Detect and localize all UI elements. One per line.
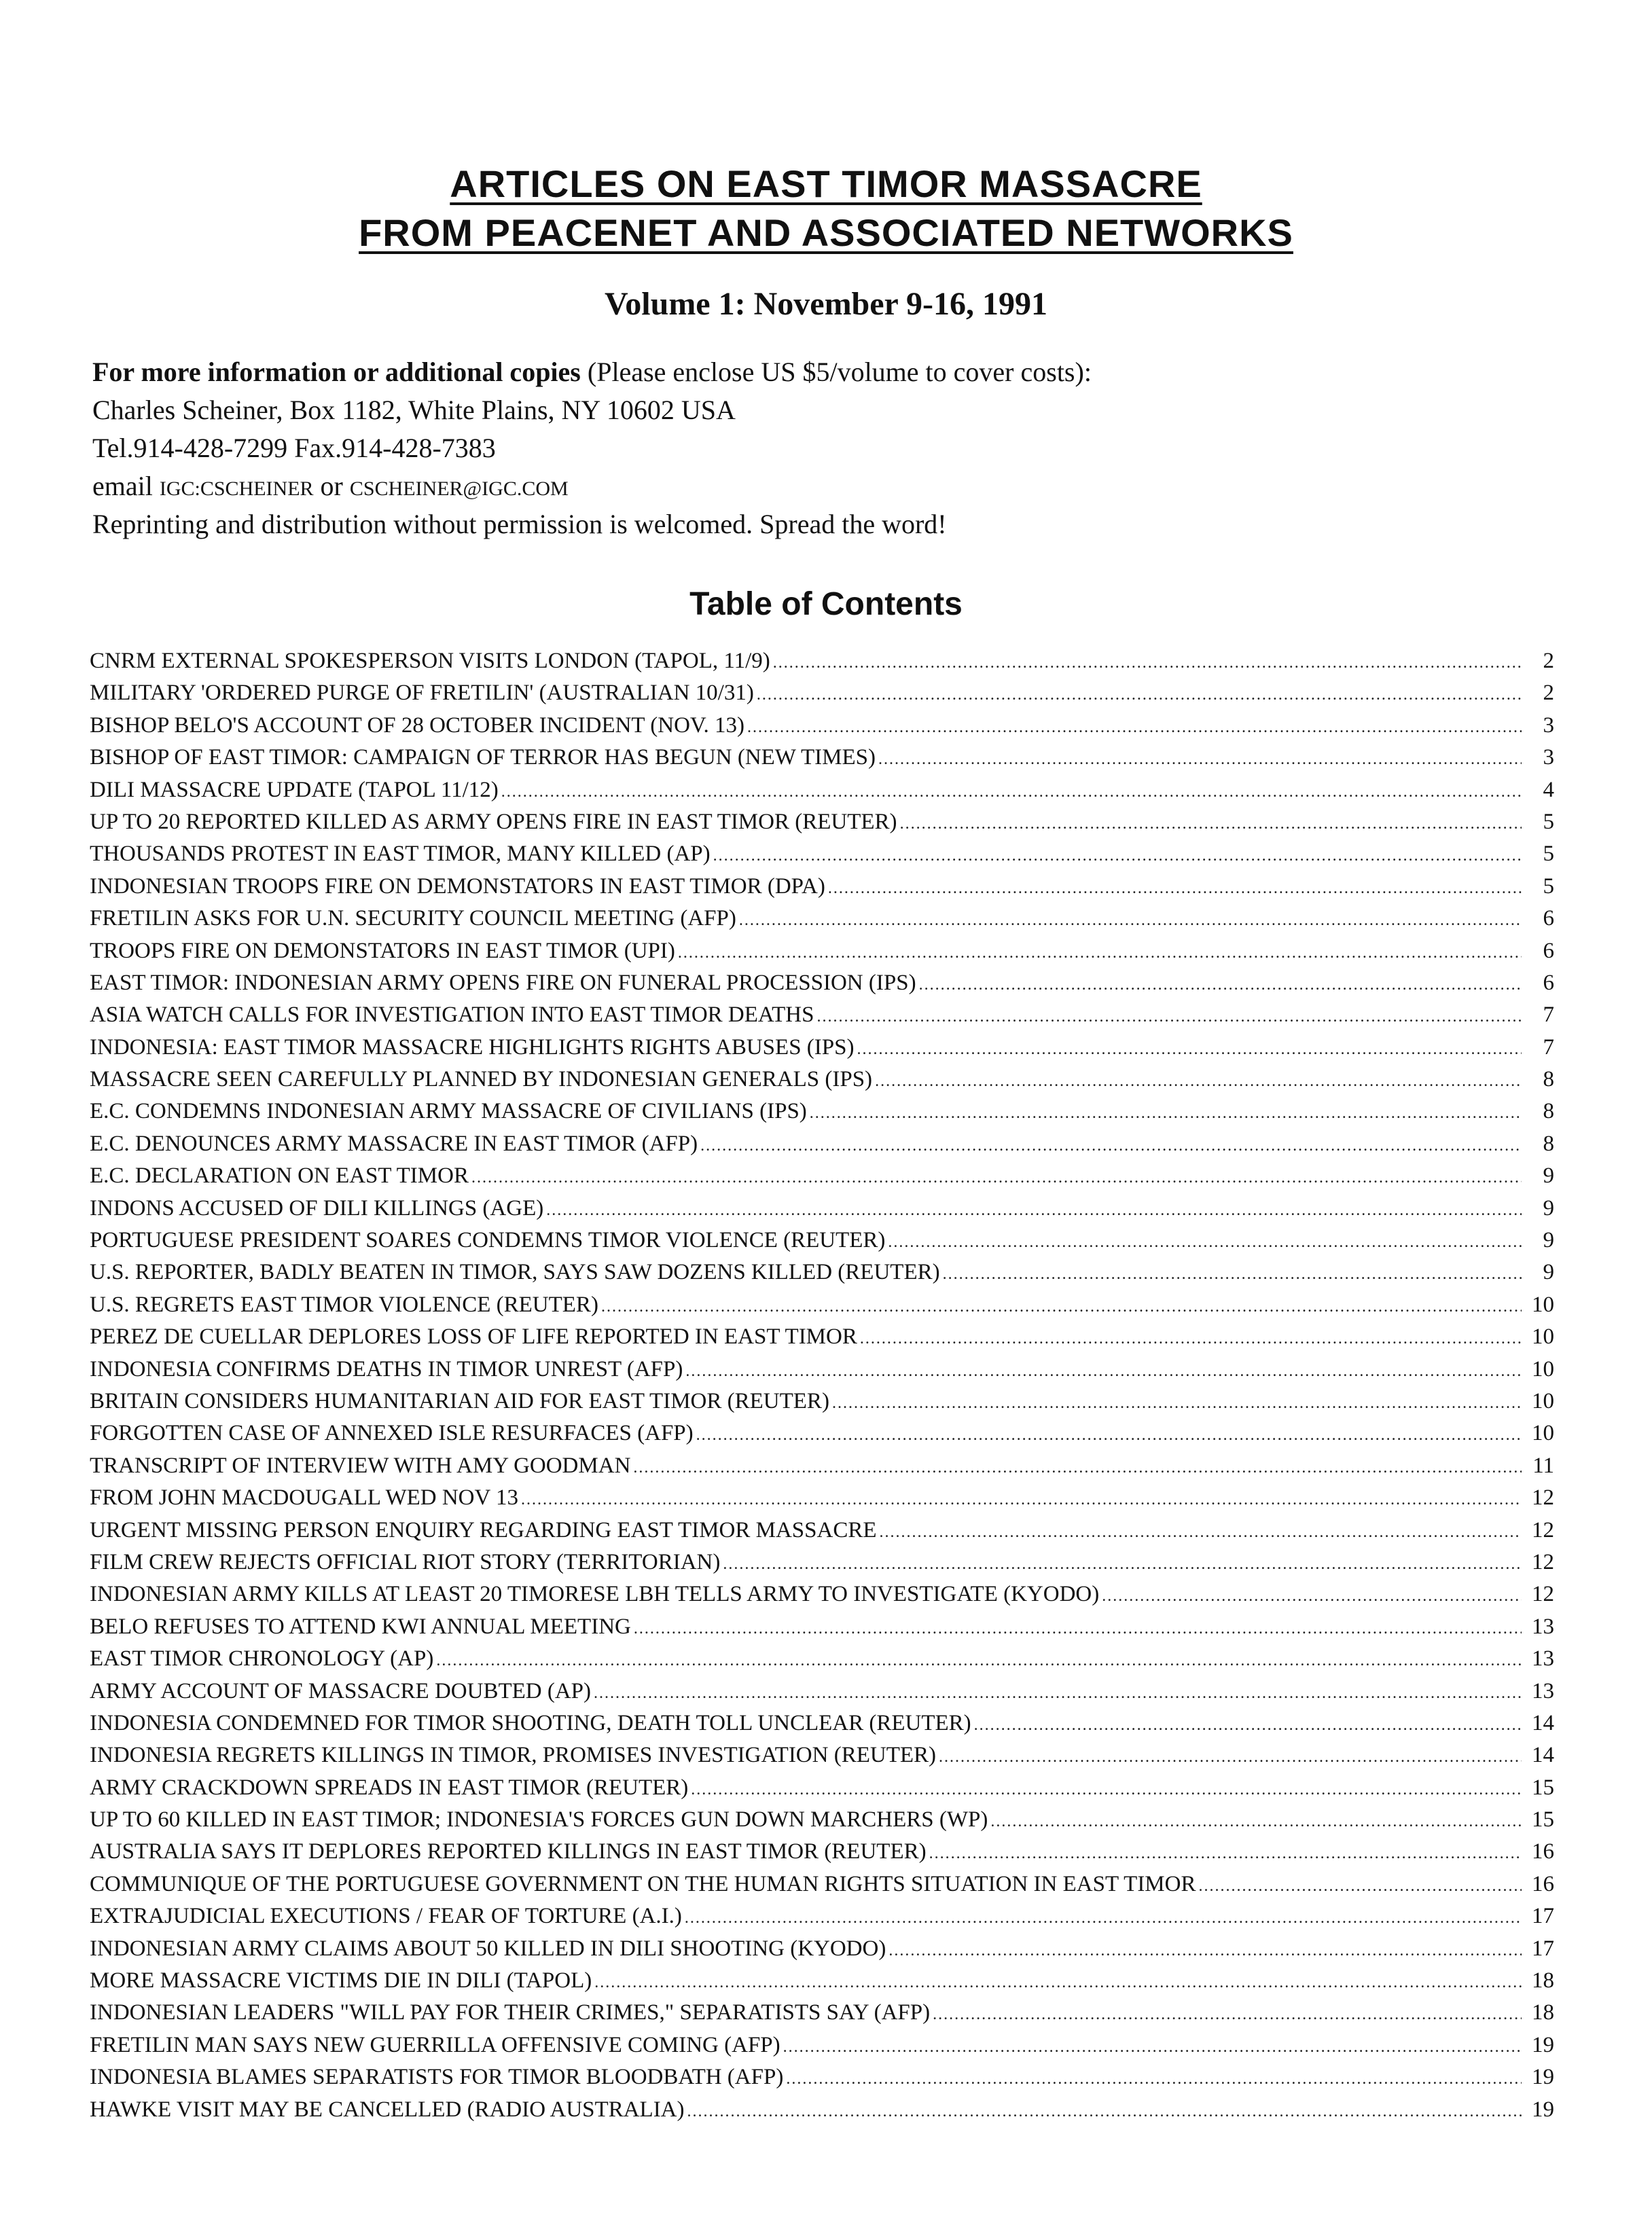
toc-entry [90,1547,1554,1578]
toc-entry-page: 8 [1543,1131,1554,1156]
toc-leader-dots [832,1388,1522,1420]
toc-entry [90,2029,1554,2061]
toc-entry-page: 6 [1543,938,1554,963]
toc-entry-title: FROM JOHN MACDOUGALL WED NOV 13 [90,1485,518,1511]
toc-leader-dots [696,1420,1522,1451]
toc-leader-dots [933,1999,1522,2031]
toc-entry-title: E.C. DENOUNCES ARMY MASSACRE IN EAST TIMOR (AFP) [90,1131,698,1156]
toc-entry-title: INDONESIAN ARMY KILLS AT LEAST 20 TIMORESE LBH TELLS ARMY TO INVESTIGATE (KYODO) [90,1582,1100,1607]
toc-entry-title: EXTRAJUDICIAL EXECUTIONS / FEAR OF TORTURE (A.I.) [90,1904,682,1929]
toc-entry [90,1128,1554,1160]
document-title-line2: FROM PEACENET AND ASSOCIATED NETWORKS [359,211,1293,254]
toc-leader-dots [1199,1871,1522,1902]
toc-entry-page: 5 [1543,873,1554,899]
toc-entry [90,967,1554,999]
toc-heading: Table of Contents [689,586,963,622]
toc-leader-dots [687,2096,1522,2128]
toc-entry-title: E.C. CONDEMNS INDONESIAN ARMY MASSACRE OF CIVILIANS (IPS) [90,1099,807,1124]
toc-entry-page: 18 [1532,2000,1554,2025]
info-more-bold: For more information or additional copies [92,357,581,387]
toc-entry [90,806,1554,838]
toc-entry-page: 7 [1543,1034,1554,1060]
toc-leader-dots [691,1774,1522,1806]
toc-entry-title: INDONESIAN TROOPS FIRE ON DEMONSTATORS IN EAST TIMOR (DPA) [90,873,825,899]
toc-entry [90,1418,1554,1449]
toc-entry [90,1386,1554,1418]
email-or: or [313,471,350,501]
toc-entry-title: UP TO 60 KILLED IN EAST TIMOR; INDONESIA'S FORCES GUN DOWN MARCHERS (WP) [90,1807,988,1832]
toc-entry-page: 17 [1532,1936,1554,1961]
toc-entry [90,1965,1554,1997]
toc-entry-page: 13 [1532,1646,1554,1672]
toc-entry-page: 9 [1543,1163,1554,1189]
toc-leader-dots [634,1613,1522,1645]
toc-entry-title: TROOPS FIRE ON DEMONSTATORS IN EAST TIMOR (UPI) [90,938,675,963]
toc-entry [90,1225,1554,1257]
toc-entry-title: ARMY CRACKDOWN SPREADS IN EAST TIMOR (REUTER) [90,1775,689,1800]
toc-entry [90,2061,1554,2093]
toc-entry-page: 9 [1543,1228,1554,1253]
toc-entry [90,935,1554,967]
toc-entry-page: 10 [1532,1292,1554,1317]
toc-entry-title: ASIA WATCH CALLS FOR INVESTIGATION INTO EAST TIMOR DEATHS [90,1003,814,1028]
toc-entry [90,710,1554,742]
toc-entry-title: FORGOTTEN CASE OF ANNEXED ISLE RESURFACES (AFP) [90,1421,694,1446]
toc-entry-title: FRETILIN ASKS FOR U.N. SECURITY COUNCIL MEETING (AFP) [90,906,736,931]
toc-entry [90,1836,1554,1868]
toc-entry-page: 10 [1532,1356,1554,1382]
email-address-2: CSCHEINER@IGC.COM [349,477,569,500]
toc-entry-title: INDONESIAN LEADERS "WILL PAY FOR THEIR CRIMES," SEPARATISTS SAY (AFP) [90,2000,931,2025]
toc-entry [90,1933,1554,1965]
toc-entry-title: INDONESIA: EAST TIMOR MASSACRE HIGHLIGHTS RIGHTS ABUSES (IPS) [90,1034,855,1060]
toc-leader-dots [700,1130,1522,1162]
toc-entry [90,1643,1554,1675]
toc-entry [90,774,1554,806]
toc-entry-page: 6 [1543,970,1554,995]
toc-entry-page: 15 [1532,1807,1554,1832]
toc-entry-page: 8 [1543,1067,1554,1092]
toc-entry-page: 5 [1543,809,1554,834]
toc-entry-page: 5 [1543,842,1554,867]
toc-leader-dots [878,744,1522,776]
toc-entry [90,1096,1554,1127]
toc-leader-dots [857,1034,1522,1066]
toc-entry-title: BISHOP OF EAST TIMOR: CAMPAIGN OF TERROR HAS BEGUN (NEW TIMES) [90,745,876,770]
toc-entry [90,999,1554,1031]
toc-entry [90,1321,1554,1353]
toc-entry [90,1354,1554,1386]
toc-leader-dots [880,1517,1522,1549]
toc-entry-title: MASSACRE SEEN CAREFULLY PLANNED BY INDONESIAN GENERALS (IPS) [90,1067,873,1092]
toc-leader-dots [685,1356,1522,1388]
toc-entry-page: 13 [1532,1678,1554,1703]
toc-leader-dots [1102,1581,1522,1612]
toc-entry-title: TRANSCRIPT OF INTERVIEW WITH AMY GOODMAN [90,1453,631,1478]
toc-entry-title: MORE MASSACRE VICTIMS DIE IN DILI (TAPOL) [90,1968,592,1993]
toc-entry-title: DILI MASSACRE UPDATE (TAPOL 11/12) [90,777,499,802]
toc-entry [90,1676,1554,1708]
toc-leader-dots [633,1452,1522,1484]
toc-leader-dots [471,1162,1522,1194]
toc-entry-title: INDONESIA CONDEMNED FOR TIMOR SHOOTING, DEATH TOLL UNCLEAR (REUTER) [90,1710,971,1735]
toc-entry-page: 18 [1532,1968,1554,1993]
toc-leader-dots [594,1967,1522,1999]
toc-entry-title: COMMUNIQUE OF THE PORTUGUESE GOVERNMENT ON THE HUMAN RIGHTS SITUATION IN EAST TIMOR [90,1871,1196,1896]
toc-entry-page: 2 [1543,681,1554,706]
toc-entry-title: UP TO 20 REPORTED KILLED AS ARMY OPENS FIRE IN EAST TIMOR (REUTER) [90,809,897,834]
toc-entry [90,1997,1554,2029]
toc-entry [90,1289,1554,1321]
toc-leader-dots [685,1902,1522,1934]
toc-leader-dots [786,2063,1522,2095]
toc-entry [90,1515,1554,1547]
toc-entry [90,1257,1554,1288]
toc-entry [90,1578,1554,1610]
toc-entry-title: INDONESIA BLAMES SEPARATISTS FOR TIMOR BLOODBATH (AFP) [90,2065,784,2090]
toc-entry-page: 19 [1532,2032,1554,2057]
toc-entry [90,1739,1554,1771]
toc-leader-dots [888,1935,1522,1967]
toc-entry-title: HAWKE VISIT MAY BE CANCELLED (RADIO AUSTRALIA) [90,2097,685,2122]
toc-entry-page: 7 [1543,1003,1554,1028]
toc-leader-dots [436,1645,1522,1677]
toc-entry [90,1032,1554,1064]
toc-entry-page: 11 [1532,1453,1554,1478]
toc-entry-title: URGENT MISSING PERSON ENQUIRY REGARDING EAST TIMOR MASSACRE [90,1517,877,1542]
email-address-1: IGC:CSCHEINER [159,477,314,500]
toc-entry-page: 19 [1532,2097,1554,2122]
toc-entry-page: 8 [1543,1099,1554,1124]
toc-entry-page: 14 [1532,1710,1554,1735]
toc-leader-dots [816,1001,1522,1033]
toc-entry-title: BISHOP BELO'S ACCOUNT OF 28 OCTOBER INCIDENT (NOV. 13) [90,712,744,738]
toc-entry-page: 16 [1532,1871,1554,1896]
toc-leader-dots [943,1259,1522,1290]
toc-entry-title: INDONESIAN ARMY CLAIMS ABOUT 50 KILLED IN DILI SHOOTING (KYODO) [90,1936,886,1961]
toc-entry-title: INDONESIA CONFIRMS DEATHS IN TIMOR UNREST (AFP) [90,1356,683,1382]
toc-entry-title: FRETILIN MAN SAYS NEW GUERRILLA OFFENSIVE COMING (AFP) [90,2032,780,2057]
toc-leader-dots [919,969,1522,1001]
toc-leader-dots [783,2032,1522,2063]
toc-entry [90,1772,1554,1804]
toc-leader-dots [773,647,1522,679]
toc-entry-title: THOUSANDS PROTEST IN EAST TIMOR, MANY KILLED (AP) [90,842,711,867]
toc-entry-title: E.C. DECLARATION ON EAST TIMOR [90,1163,469,1189]
toc-entry-title: ARMY ACCOUNT OF MASSACRE DOUBTED (AP) [90,1678,592,1703]
toc-entry-page: 9 [1543,1195,1554,1221]
toc-entry-title: FILM CREW REJECTS OFFICIAL RIOT STORY (TERRITORIAN) [90,1549,721,1574]
toc-entry-page: 10 [1532,1324,1554,1350]
table-of-contents [90,645,1554,2126]
toc-leader-dots [875,1066,1522,1098]
info-more-line [92,353,1587,391]
info-more-rest: (Please enclose US $5/volume to cover costs): [580,357,1092,387]
toc-entry [90,903,1554,935]
toc-leader-dots [888,1227,1522,1259]
toc-leader-dots [678,937,1522,969]
toc-entry-page: 10 [1532,1388,1554,1413]
contact-phone: Tel.914-428-7299 Fax.914-428-7383 [92,433,496,463]
toc-entry [90,838,1554,870]
toc-entry-page: 12 [1532,1517,1554,1542]
toc-entry-page: 13 [1532,1614,1554,1639]
toc-entry [90,677,1554,709]
toc-entry-page: 3 [1543,745,1554,770]
toc-entry-title: INDONESIA REGRETS KILLINGS IN TIMOR, PROMISES INVESTIGATION (REUTER) [90,1743,937,1768]
toc-leader-dots [974,1710,1522,1741]
toc-entry [90,1193,1554,1225]
toc-entry-page: 12 [1532,1549,1554,1574]
toc-leader-dots [810,1098,1522,1130]
toc-entry-title: BRITAIN CONSIDERS HUMANITARIAN AID FOR EAST TIMOR (REUTER) [90,1388,829,1413]
toc-entry-title: INDONS ACCUSED OF DILI KILLINGS (AGE) [90,1195,544,1221]
toc-entry [90,2094,1554,2126]
toc-entry-title: BELO REFUSES TO ATTEND KWI ANNUAL MEETING [90,1614,631,1639]
toc-entry-page: 9 [1543,1260,1554,1285]
toc-entry [90,1482,1554,1514]
toc-entry-page: 6 [1543,906,1554,931]
toc-entry-page: 12 [1532,1485,1554,1511]
toc-entry-page: 4 [1543,777,1554,802]
toc-leader-dots [501,776,1522,808]
toc-entry-page: 3 [1543,712,1554,738]
email-label: email [92,471,160,501]
toc-entry [90,1611,1554,1643]
toc-entry-page: 16 [1532,1839,1554,1864]
toc-leader-dots [990,1806,1522,1838]
toc-entry-page: 14 [1532,1743,1554,1768]
toc-leader-dots [546,1195,1522,1227]
toc-entry-page: 19 [1532,2065,1554,2090]
toc-entry [90,645,1554,677]
toc-leader-dots [739,905,1522,937]
toc-leader-dots [939,1741,1522,1773]
toc-entry [90,1868,1554,1900]
toc-leader-dots [828,873,1522,905]
toc-entry [90,1450,1554,1482]
toc-leader-dots [521,1484,1522,1516]
toc-entry-title: U.S. REPORTER, BADLY BEATEN IN TIMOR, SAYS SAW DOZENS KILLED (REUTER) [90,1260,940,1285]
toc-entry [90,742,1554,774]
toc-leader-dots [860,1323,1522,1355]
toc-entry [90,1064,1554,1096]
toc-entry-title: PORTUGUESE PRESIDENT SOARES CONDEMNS TIMOR VIOLENCE (REUTER) [90,1228,886,1253]
toc-leader-dots [601,1291,1522,1323]
toc-entry [90,1804,1554,1836]
toc-entry-page: 10 [1532,1421,1554,1446]
toc-entry-page: 2 [1543,649,1554,673]
document-title-line1: ARTICLES ON EAST TIMOR MASSACRE [450,162,1202,205]
toc-entry [90,1160,1554,1192]
volume-subtitle: Volume 1: November 9-16, 1991 [605,286,1047,322]
toc-entry-title: U.S. REGRETS EAST TIMOR VIOLENCE (REUTER) [90,1292,598,1317]
toc-entry [90,871,1554,903]
toc-entry-title: PEREZ DE CUELLAR DEPLORES LOSS OF LIFE REPORTED IN EAST TIMOR [90,1324,857,1350]
toc-leader-dots [747,712,1522,744]
toc-entry-title: AUSTRALIA SAYS IT DEPLORES REPORTED KILLINGS IN EAST TIMOR (REUTER) [90,1839,927,1864]
toc-leader-dots [929,1838,1522,1870]
toc-entry-title: EAST TIMOR CHRONOLOGY (AP) [90,1646,434,1672]
toc-leader-dots [713,840,1522,872]
toc-entry-title: EAST TIMOR: INDONESIAN ARMY OPENS FIRE ON FUNERAL PROCESSION (IPS) [90,970,916,995]
toc-entry-title: MILITARY 'ORDERED PURGE OF FRETILIN' (AUSTRALIAN 10/31) [90,681,754,706]
toc-leader-dots [900,808,1522,840]
contact-address: Charles Scheiner, Box 1182, White Plains, NY 10602 USA [92,395,736,425]
toc-entry-page: 12 [1532,1582,1554,1607]
toc-leader-dots [594,1678,1522,1710]
toc-entry [90,1900,1554,1932]
toc-entry-title: CNRM EXTERNAL SPOKESPERSON VISITS LONDON (TAPOL, 11/9) [90,649,770,673]
contact-email-line [92,467,1587,508]
toc-leader-dots [757,679,1522,711]
toc-entry-page: 17 [1532,1904,1554,1929]
toc-leader-dots [723,1549,1522,1581]
toc-entry [90,1708,1554,1739]
toc-entry-page: 15 [1532,1775,1554,1800]
reprint-notice: Reprinting and distribution without permission is welcomed. Spread the word! [92,509,947,539]
